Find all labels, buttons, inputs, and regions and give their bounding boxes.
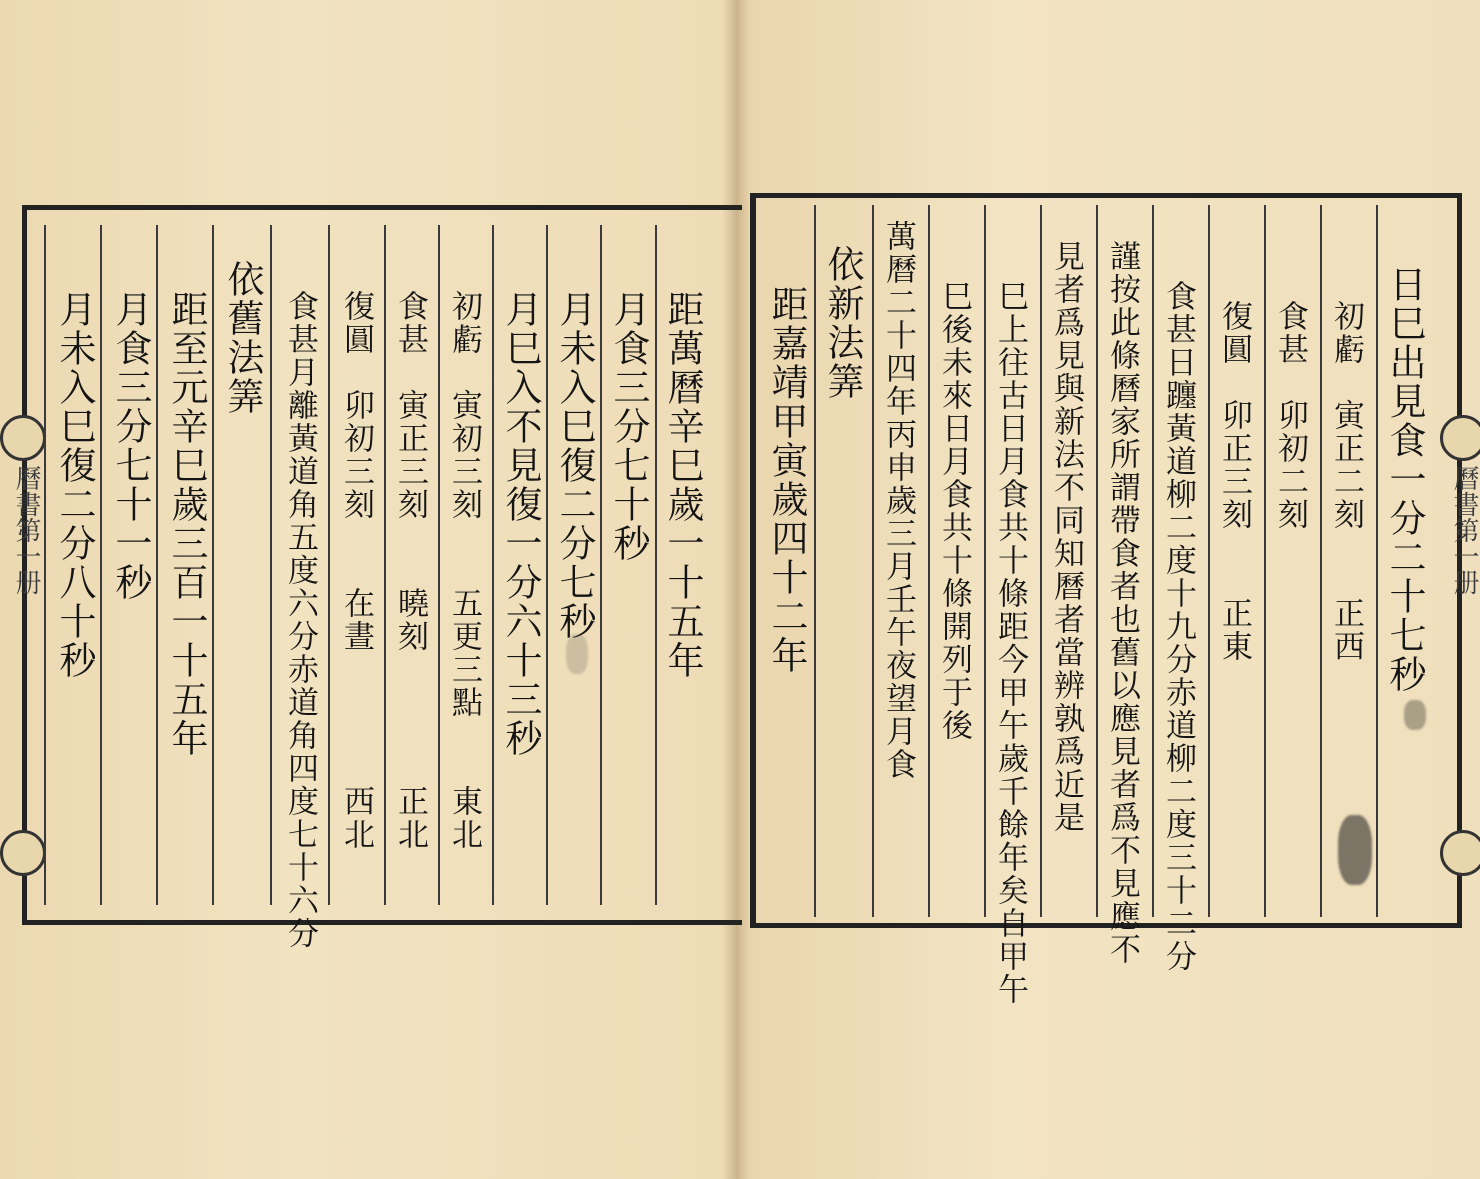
right-edge-tab-icon-lower: [1440, 830, 1480, 876]
right-margin-title: 曆書第一册: [1449, 465, 1479, 595]
left-col-1: 距萬曆辛巳歲一十五年: [661, 290, 704, 680]
right-col-8: 巳上往古日月食共十條距今甲午歲千餘年矣自甲午: [992, 280, 1028, 1006]
right-col-12: 距嘉靖甲寅歲四十二年: [765, 285, 808, 675]
left-col-10: 距至元辛巳歲三百一十五年: [165, 290, 208, 758]
right-col-10: 萬曆二十四年丙申歲三月壬午夜望月食: [880, 220, 916, 781]
left-rule: [44, 225, 46, 905]
left-rule: [492, 225, 494, 905]
right-col-9: 巳後未來日月食共十條開列于後: [936, 280, 972, 742]
right-col-11: 依新法筭: [821, 245, 864, 401]
right-rule: [1208, 205, 1210, 917]
left-col-2: 月食三分七十秒: [607, 290, 650, 563]
left-margin-title: 曆書第一册: [11, 465, 41, 595]
left-rule: [384, 225, 386, 905]
left-col-3: 月未入巳復二分七秒: [553, 290, 596, 641]
left-rule: [600, 225, 602, 905]
right-col-2: 初虧 寅正二刻 正西: [1328, 300, 1364, 663]
right-rule: [1320, 205, 1322, 917]
left-col-7: 復圓 卯初三刻 在晝 西北: [338, 290, 374, 851]
left-col-5: 初虧 寅初三刻 五更三點 東北: [446, 290, 482, 851]
left-edge-tab-icon: [0, 415, 46, 461]
right-col-5: 食甚日躔黃道柳二度十九分赤道柳二度三十二分: [1160, 280, 1196, 973]
left-col-4: 月巳入不見復一分六十三秒: [499, 290, 542, 758]
right-rule: [1376, 205, 1378, 917]
left-col-9: 依舊法筭: [221, 260, 264, 416]
left-rule: [328, 225, 330, 905]
right-rule: [814, 205, 816, 917]
left-rule: [438, 225, 440, 905]
right-col-7: 見者爲見與新法不同知曆者當辨孰爲近是: [1048, 240, 1084, 834]
left-col-6: 食甚 寅正三刻 曉刻 正北: [392, 290, 428, 851]
left-rule: [546, 225, 548, 905]
ink-smudge: [1338, 815, 1372, 885]
left-col-12: 月未入巳復二分八十秒: [53, 290, 96, 680]
left-edge-tab-icon-lower: [0, 830, 46, 876]
right-rule: [1096, 205, 1098, 917]
left-rule: [212, 225, 214, 905]
ink-smudge: [566, 634, 588, 674]
right-rule: [1040, 205, 1042, 917]
right-rule: [928, 205, 930, 917]
left-rule: [156, 225, 158, 905]
left-col-11: 月食三分七十一秒: [109, 290, 152, 602]
right-col-4: 復圓 卯正三刻 正東: [1216, 300, 1252, 663]
left-rule: [655, 225, 657, 905]
right-rule: [1264, 205, 1266, 917]
right-rule: [872, 205, 874, 917]
right-col-3: 食甚 卯初二刻: [1272, 300, 1308, 531]
ink-smudge: [1404, 700, 1426, 730]
right-col-6: 謹按此條曆家所謂帶食者也舊以應見者爲不見應不: [1104, 240, 1140, 966]
right-col-1: 日巳出見食一分二十七秒: [1383, 265, 1426, 694]
right-edge-tab-icon: [1440, 415, 1480, 461]
left-col-8: 食甚月離黃道角五度六分赤道角四度七十六分: [282, 290, 318, 950]
left-rule: [100, 225, 102, 905]
right-rule: [1152, 205, 1154, 917]
right-rule: [984, 205, 986, 917]
left-rule: [270, 225, 272, 905]
